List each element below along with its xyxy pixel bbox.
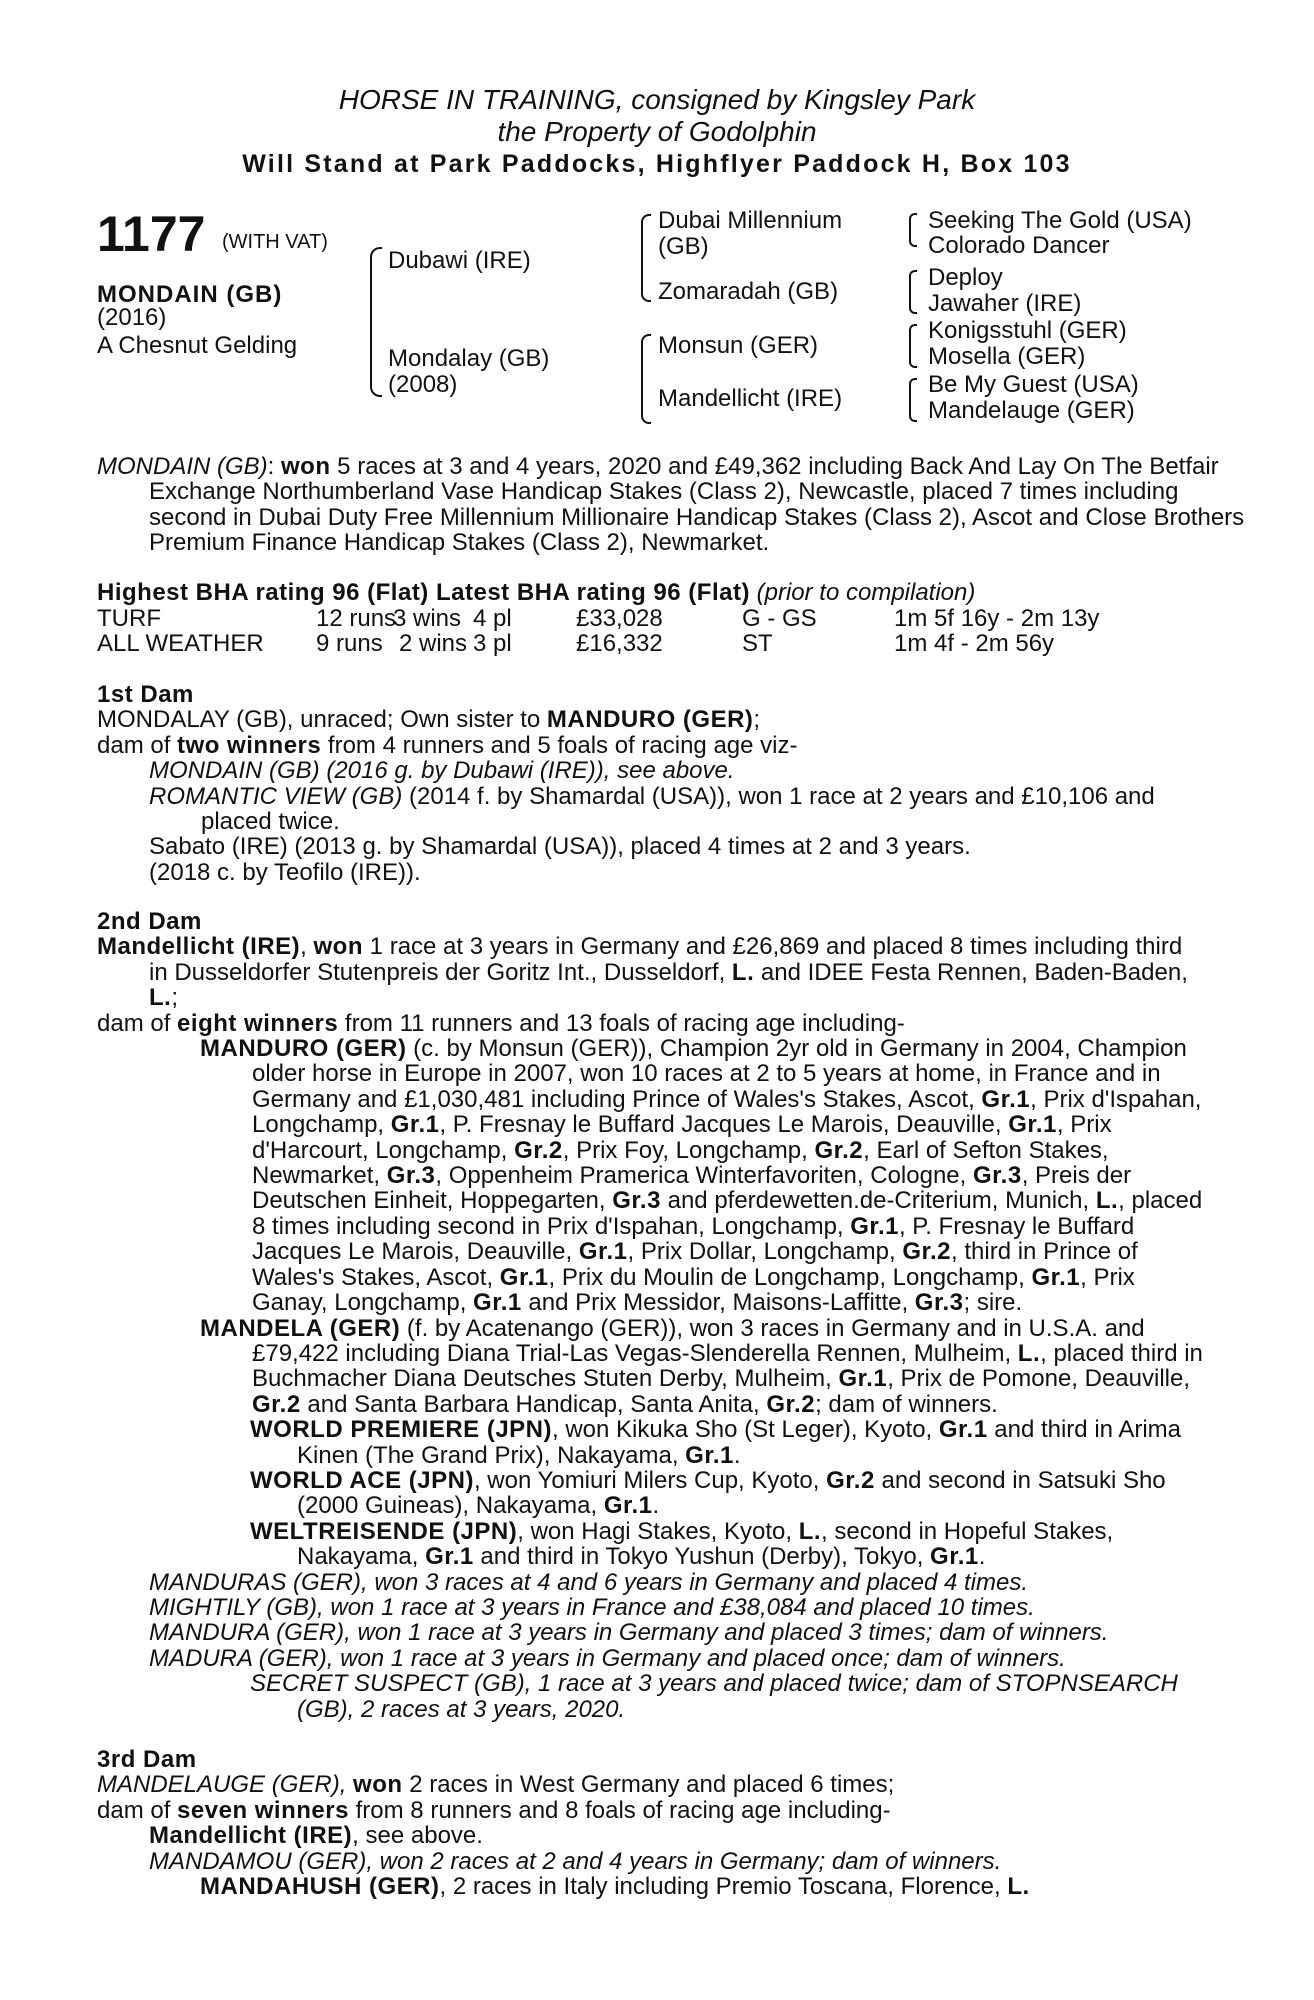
pedigree-brace-g3 bbox=[909, 324, 917, 368]
secret-suspect-entry: SECRET SUSPECT (GB), 1 race at 3 years and placed twice; dam of STOPNSEARCH (GB), 2 races at 3 years, 2020. bbox=[250, 1670, 1178, 1723]
pedigree-sire: Dubawi (IRE) bbox=[388, 247, 531, 274]
pedigree-brace-sire bbox=[641, 214, 651, 302]
pedigree-sire-dam: Zomaradah (GB) bbox=[658, 278, 839, 305]
pedigree-brace-g1 bbox=[909, 213, 917, 247]
lot-number: 1177 bbox=[97, 206, 206, 262]
form-row-all-weather: ALL WEATHER 9 runs 2 wins 3 pl £16,332 ST 1m 4f - 2m 56y bbox=[97, 630, 1055, 658]
pedigree-dam-dam: Mandellicht (IRE) bbox=[658, 385, 843, 412]
second-dam-heading: 2nd Dam bbox=[97, 908, 202, 935]
horse-description: A Chesnut Gelding bbox=[97, 332, 298, 359]
pedigree-sire-sire-country: (GB) bbox=[658, 233, 709, 260]
third-dam-section: 3rd Dam MANDELAUGE (GER), won 2 races in West Germany and placed 6 times; dam of seven winners from 8 runners and 8 foals of racing age including- Mandellicht (IRE), see above. MANDAMOU (GER), won 2 races at 2 and 4 years in Germany; dam of winners. MANDAHUSH (GER), 2 races in Italy including Premio Toscana, Florence, L. bbox=[97, 1747, 1207, 1899]
pedigree-g4: Jawaher (IRE) bbox=[928, 290, 1082, 317]
manduro-entry: MANDURO (GER) (c. by Monsun (GER)), Champion 2yr old in Germany in 2004, Champion older horse in Europe in 2007, won 10 races at 2 to 5 years at home, in France and in Germany and £1,030,481 including Prince of Wales's Stakes, Ascot, Gr.1, Prix d'Ispahan, Longchamp, Gr.1, P. Fresnay le Buffard Jacques Le Marois, Deauville, Gr.1, Prix d'Harcourt, Longchamp, Gr.2, Prix Foy, Longchamp, Gr.2, Earl of Sefton Stakes, Newmarket, Gr.3, Oppenheim Pramerica Winterfavoriten, Cologne, Gr.3, Preis der Deutschen Einheit, Hoppegarten, Gr.3 and pferdewetten.de-Criterium, Munich, L., placed 8 times including second in Prix d'Ispahan, Longchamp, Gr.1, P. Fresnay le Buffard Jacques Le Marois, Deauville, Gr.1, Prix Dollar, Longchamp, Gr.2, third in Prince of Wales's Stakes, Ascot, Gr.1, Prix du Moulin de Longchamp, Longchamp, Gr.1, Prix Ganay, Longchamp, Gr.1 and Prix Messidor, Maisons-Laffitte, Gr.3; sire. bbox=[200, 1035, 1203, 1317]
pedigree-dam: Mondalay (GB) bbox=[388, 345, 550, 372]
pedigree-dam-year: (2008) bbox=[388, 371, 458, 398]
pedigree-g1: Seeking The Gold (USA) bbox=[928, 207, 1192, 234]
pedigree-brace-g2 bbox=[909, 270, 917, 314]
first-dam-heading: 1st Dam bbox=[97, 681, 194, 708]
ratings-line: Highest BHA rating 96 (Flat) Latest BHA rating 96 (Flat) (prior to compilation) bbox=[97, 579, 976, 606]
stand-location-line: Will Stand at Park Paddocks, Highflyer Paddock H, Box 103 bbox=[242, 150, 1072, 178]
form-row-turf: TURF 12 runs 3 wins 4 pl £33,028 G - GS 1m 5f 16y - 2m 13y bbox=[97, 605, 1100, 632]
pedigree-dam-sire: Monsun (GER) bbox=[658, 332, 819, 359]
vat-note: (WITH VAT) bbox=[222, 231, 328, 253]
third-dam-heading: 3rd Dam bbox=[97, 1746, 197, 1773]
pedigree-g3: Deploy bbox=[928, 264, 1003, 291]
property-line: the Property of Godolphin bbox=[497, 116, 817, 147]
pedigree-g7: Be My Guest (USA) bbox=[928, 371, 1139, 398]
horse-year: (2016) bbox=[97, 304, 167, 331]
pedigree-g5: Konigsstuhl (GER) bbox=[928, 317, 1127, 344]
horse-name: MONDAIN (GB) bbox=[97, 281, 283, 308]
pedigree-brace-dam bbox=[641, 334, 651, 424]
pedigree-g6: Mosella (GER) bbox=[928, 343, 1086, 370]
second-dam-section: 2nd Dam Mandellicht (IRE), won 1 race at 3 years in Germany and £26,869 and placed 8 times including third in Dusseldorfer Stutenpreis der Goritz Int., Dusseldorf, L. and IDEE Festa Rennen, Baden-Baden, L.; dam of eight winners from 11 runners and 13 foals of racing age including- MANDURO (GER) (c. by Monsun (GER)), Champion 2yr old in Germany in 2004, Champion older horse in Europe in 2007, won 10 races at 2 to 5 years at home, in France and in Germany and £1,030,481 including Prince of Wales's Stakes, Ascot, Gr.1, Prix d'Ispahan, Longchamp, Gr.1, P. Fresnay le Buffard Jacques Le Marois, Deauville, Gr.1, Prix d'Harcourt, Longchamp, Gr.2, Prix Foy, Longchamp, Gr.2, Earl of Sefton Stakes, Newmarket, Gr.3, Oppenheim Pramerica Winterfavoriten, Cologne, Gr.3, Preis der Deutschen Einheit, Hoppegarten, Gr.3 and pferdewetten.de-Criterium, Munich, L., placed 8 times including second in Prix d'Ispahan, Longchamp, Gr.1, P. Fresnay le Buffard Jacques Le Marois, Deauville, Gr.1, Prix Dollar, Longchamp, Gr.2, third in Prince of Wales's Stakes, Ascot, Gr.1, Prix du Moulin de Longchamp, Longchamp, Gr.1, Prix Ganay, Longchamp, Gr.1 and Prix Messidor, Maisons-Laffitte, Gr.3; sire. MANDELA (GER) (f. by Acatenango (GER)), won 3 races in Germany and in U.S.A. and £79,422 including Diana Trial-Las Vegas-Slenderella Rennen, Mulheim, L., placed third in Buchmacher Diana Deutsches Stuten Derby, Mulheim, Gr.1, Prix de Pomone, Deauville, Gr.2 and Santa Barbara Handicap, Santa Anita, Gr.2; dam of winners. WORLD PREMIERE (JPN), won Kikuka Sho (St Leger), Kyoto, Gr.1 and third in Arima Kinen (The Grand Prix), Nakayama, Gr.1. WORLD ACE (JPN), won Yomiuri Milers Cup, Kyoto, Gr.2 and second in Satsuki Sho (2000 Guineas), Nakayama, Gr.1. WELTREISENDE (JPN), won Hagi Stakes, Kyoto, L., second in Hopeful Stakes, Nakayama, Gr.1 and third in Tokyo Yushun (Derby), Tokyo, Gr.1. MANDURAS (GER), won 3 races at 4 and 6 years in Germany and placed 4 times. MIGHTILY (GB), won 1 race at 3 years in France and £38,084 and placed 10 times. MANDURA (GER), won 1 race at 3 years in Germany and placed 3 times; dam of winners. MADURA (GER), won 1 race at 3 years in Germany and placed once; dam of winners. SECRET SUSPECT (GB), 1 race at 3 years and placed twice; dam of STOPNSEARCH (GB), 2 races at 3 years, 2020. bbox=[97, 909, 1207, 1722]
weltreisende-entry: WELTREISENDE (JPN), won Hagi Stakes, Kyoto, L., second in Hopeful Stakes, Nakayama, Gr.1 and third in Tokyo Yushun (Derby), Tokyo, Gr.1. bbox=[250, 1517, 1114, 1571]
mandela-entry: MANDELA (GER) (f. by Acatenango (GER)), won 3 races in Germany and in U.S.A. and £79,422 including Diana Trial-Las Vegas-Slenderella Rennen, Mulheim, L., placed third in Buchmacher Diana Deutsches Stuten Derby, Mulheim, Gr.1, Prix de Pomone, Deauville, Gr.2 and Santa Barbara Handicap, Santa Anita, Gr.2; dam of winners. bbox=[200, 1314, 1203, 1418]
pedigree-sire-sire: Dubai Millennium bbox=[658, 207, 843, 234]
pedigree-brace-g4 bbox=[909, 378, 917, 422]
pedigree-g2: Colorado Dancer bbox=[928, 232, 1110, 259]
race-summary: MONDAIN (GB): won 5 races at 3 and 4 years, 2020 and £49,362 including Back And Lay On The Betfair Exchange Northumberland Vase Handicap Stakes (Class 2), Newcastle, placed 7 times including second in Dubai Duty Free Millennium Millionaire Handicap Stakes (Class 2), Ascot and Close Brothers Premium Finance Handicap Stakes (Class 2), Newmarket. bbox=[97, 453, 1245, 557]
first-dam-section: 1st Dam MONDALAY (GB), unraced; Own sister to MANDURO (GER); dam of two winners from 4 runners and 5 foals of racing age viz- MONDAIN (GB) (2016 g. by Dubawi (IRE)), see above. ROMANTIC VIEW (GB) (2014 f. by Shamardal (USA)), won 1 race at 2 years and £10,106 and placed twice. Sabato (IRE) (2013 g. by Shamardal (USA)), placed 4 times at 2 and 3 years. (2018 c. by Teofilo (IRE)). bbox=[97, 682, 1207, 885]
form-table bbox=[97, 606, 1207, 657]
world-premiere-entry: WORLD PREMIERE (JPN), won Kikuka Sho (St Leger), Kyoto, Gr.1 and third in Arima Kinen (The Grand Prix), Nakayama, Gr.1. bbox=[250, 1416, 1182, 1469]
consignor-line: HORSE IN TRAINING, consigned by Kingsley Park bbox=[338, 84, 976, 115]
world-ace-entry: WORLD ACE (JPN), won Yomiuri Milers Cup, Kyoto, Gr.2 and second in Satsuki Sho (2000 Guineas), Nakayama, Gr.1. bbox=[250, 1466, 1166, 1520]
pedigree-brace-main bbox=[370, 247, 382, 397]
pedigree-g8: Mandelauge (GER) bbox=[928, 397, 1135, 424]
